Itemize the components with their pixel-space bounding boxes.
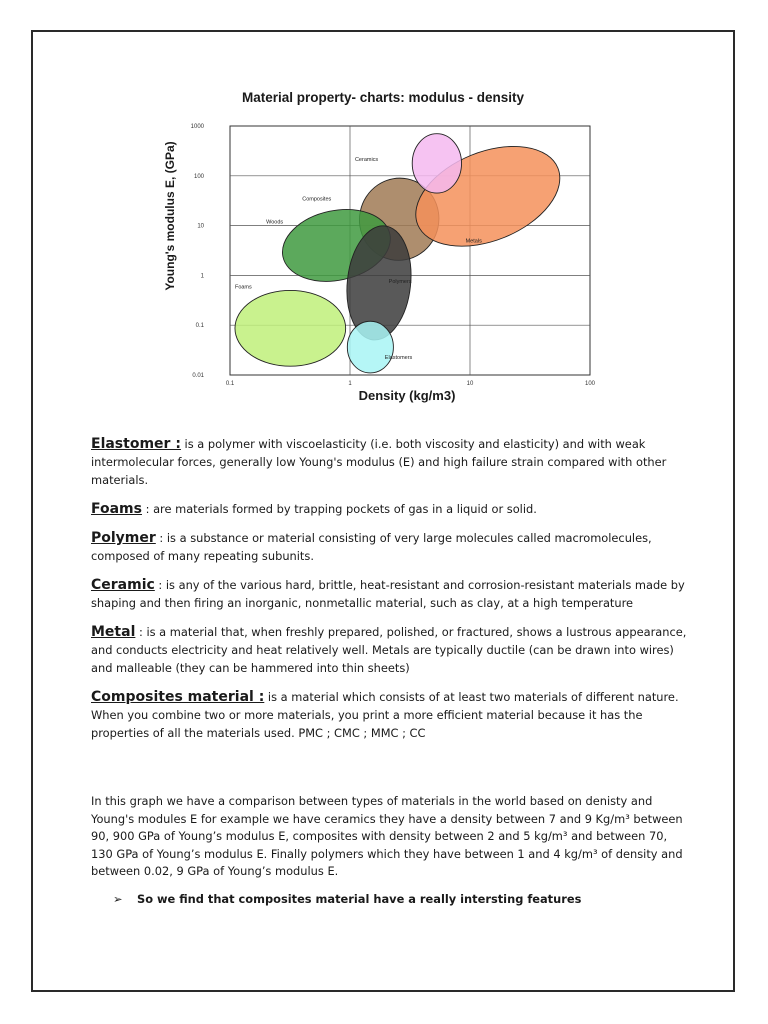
modulus-density-chart [150, 80, 610, 415]
x-tick-label: 100 [584, 381, 596, 387]
region-ceramics [412, 134, 461, 193]
definition-term: Ceramic [91, 577, 155, 593]
definition-term: Metal [91, 624, 136, 640]
x-tick-label: 0.1 [225, 381, 235, 387]
region-label: Ceramics [354, 156, 379, 163]
region-label: Elastomers [384, 354, 413, 361]
region-label: Foams [234, 284, 252, 291]
definition-term: Foams [91, 501, 142, 517]
y-tick-label: 100 [193, 173, 204, 180]
definition-metal [91, 623, 691, 677]
definition-text: : is any of the various hard, brittle, heat-resistant and corrosion-resistant materials made by shaping and then firing an inorganic, nonmetallic material, such as clay, at a high temperature [91, 578, 685, 610]
y-tick-label: 0.01 [192, 373, 204, 379]
chart-title: Material property- charts: modulus - density [241, 90, 525, 105]
definition-term: Elastomer : [91, 436, 181, 452]
definition-text: : is a material that, when freshly prepared, polished, or fractured, shows a lustrous appearance, and conducts electricity and heat relatively well. Metals are typically ductile (can be drawn into wires) and malleable (they can be hammered into thin sheets) [91, 625, 687, 675]
definition-text: : is a substance or material consisting of very large molecules called macromolecules, composed of many repeating subunits. [91, 531, 652, 563]
y-tick-label: 10 [197, 223, 204, 230]
region-foams [235, 290, 346, 366]
definition-ceramic [91, 576, 691, 612]
y-tick-label: 1 [200, 273, 204, 280]
summary-bullet-text: So we find that composites material have a really intersting features [137, 891, 582, 906]
summary-bullet [113, 891, 691, 909]
definition-foams [91, 500, 691, 518]
definitions-section [91, 435, 691, 753]
x-axis-label: Density (kg/m3) [358, 388, 456, 403]
definition-polymer [91, 529, 691, 565]
region-label: Composites [302, 196, 332, 203]
region-elastomers [347, 321, 393, 373]
y-tick-label: 1000 [190, 124, 204, 130]
definition-composites [91, 688, 691, 742]
region-label: Metals [465, 238, 482, 245]
region-label: Polymers [388, 279, 412, 286]
summary-paragraph: In this graph we have a comparison between types of materials in the world based on denisty and Young's modules E for example we have ceramics they have a density between 7 and 9 Kg/m³ between 90, 900 GPa of Young’s modulus E, composites with density between 2 and 5 kg/m³ and between 70, 130 GPa of Young’s modulus E. Finally polymers which they have between 1 and 4 kg/m³ of density and between 0.02, 9 GPa of Young’s modulus E. [91, 794, 683, 878]
region-label: Woods [266, 219, 284, 226]
y-axis-label: Young's modulus E, (GPa) [163, 141, 177, 291]
definition-text: is a material which consists of at least two materials of different nature. When you combine two or more materials, you print a more efficient material because it has the properties of all the materials used. PMC ; CMC ; MMC ; CC [91, 690, 679, 740]
y-tick-label: 0.1 [195, 323, 204, 330]
arrow-bullet-icon: ➢ [113, 891, 123, 906]
definition-elastomer [91, 435, 691, 489]
definition-term: Composites material : [91, 689, 265, 705]
definition-text: : are materials formed by trapping pockets of gas in a liquid or solid. [141, 502, 537, 516]
definition-term: Polymer [91, 530, 156, 546]
x-tick-label: 1 [348, 381, 352, 387]
definition-text: is a polymer with viscoelasticity (i.e. both viscosity and elasticity) and with weak intermolecular forces, generally low Young's modulus (E) and high failure strain compared with other materials. [91, 437, 667, 487]
summary-section [91, 793, 691, 908]
x-tick-label: 10 [466, 381, 474, 387]
